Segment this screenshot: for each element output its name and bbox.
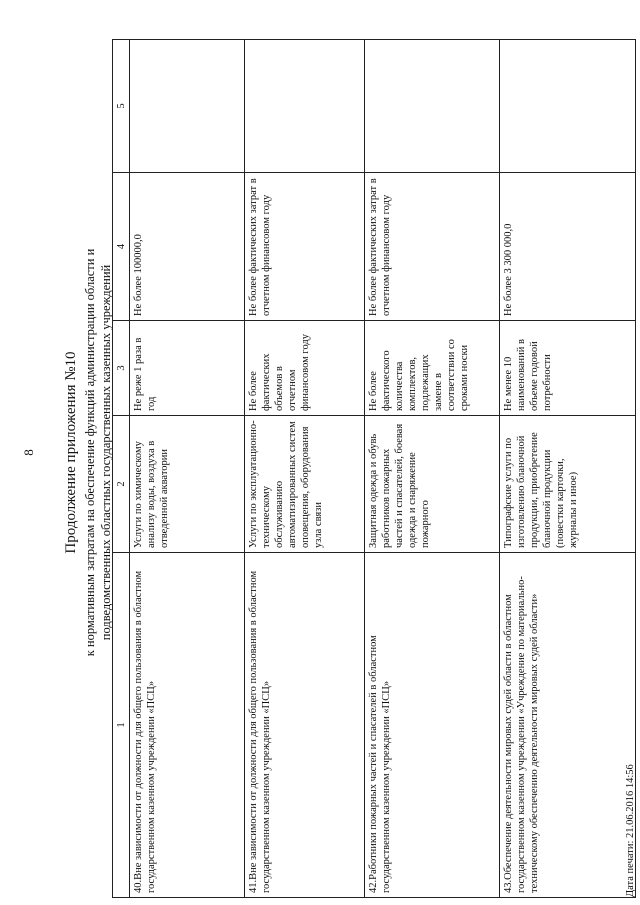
header-block xyxy=(62,0,113,905)
row-40-quantity: Не реже 1 раза в год xyxy=(130,321,245,416)
column-header-5: 5 xyxy=(113,40,130,173)
row-40-service: Услуги по химическому анализу воды, воздуха в отведенной акватории xyxy=(130,416,245,553)
table-row xyxy=(245,40,365,898)
norms-table xyxy=(112,39,636,898)
header-subtitle-line-1: к нормативным затратам на обеспечение функций администрации области и xyxy=(83,248,97,657)
row-42-col5 xyxy=(365,40,500,173)
row-42-price: Не более фактических затрат в отчетном финансовом году xyxy=(365,173,500,321)
table-row xyxy=(365,40,500,898)
column-header-4: 4 xyxy=(113,173,130,321)
print-date: Дата печати: 21.06.2016 14:56 xyxy=(625,764,636,897)
row-43-position: 43.Обеспечение деятельности мировых судей области в областном государственном казенном учреждении «Учреждение по материально-техническому обеспечению деятельности мировых судей области» xyxy=(500,553,636,898)
row-41-col5 xyxy=(245,40,365,173)
row-41-position: 41.Вне зависимости от должности для общего пользования в областном государственном казенном учреждении «ПСЦ» xyxy=(245,553,365,898)
row-41-price: Не более фактических затрат в отчетном финансовом году xyxy=(245,173,365,321)
table-row xyxy=(130,40,245,898)
row-43-quantity: Не менее 10 наименований в объеме годовой потребности xyxy=(500,321,636,416)
column-header-1: 1 xyxy=(113,553,130,898)
row-42-quantity: Не более фактического количества комплектов, подлежащих замене в соответствии со сроками носки xyxy=(365,321,500,416)
row-43-col5 xyxy=(500,40,636,173)
page-number: 8 xyxy=(21,449,36,456)
table-row xyxy=(500,40,636,898)
column-header-3: 3 xyxy=(113,321,130,416)
row-42-position: 42.Работники пожарных частей и спасателей в областном государственном казенном учреждении «ПСЦ» xyxy=(365,553,500,898)
table-header-row xyxy=(113,40,130,898)
row-43-price: Не более 3 300 000,0 xyxy=(500,173,636,321)
row-43-service: Типографские услуги по изготовлению бланочной продукции, приобретение бланочной продукции (повестки карточки, журналы и иное) xyxy=(500,416,636,553)
row-41-service: Услуги по эксплуатационно-техническому обслуживанию автоматизированных систем оповещения, оборудования узла связи xyxy=(245,416,365,553)
header-title: Продолжение приложения №10 xyxy=(63,351,79,554)
row-42-service: Защитная одежда и обувь работников пожарных частей и спасателей, боевая одежда и снаряжение пожарного xyxy=(365,416,500,553)
header-subtitle-line-2: подведомственных областных государственных казенных учреждений xyxy=(99,264,113,641)
row-40-col5 xyxy=(130,40,245,173)
row-40-price: Не более 100000,0 xyxy=(130,173,245,321)
row-41-quantity: Не более фактических объемов в отчетном финансовом году xyxy=(245,321,365,416)
column-header-2: 2 xyxy=(113,416,130,553)
row-40-position: 40.Вне зависимости от должности для общего пользования в областном государственном казенном учреждении «ПСЦ» xyxy=(130,553,245,898)
